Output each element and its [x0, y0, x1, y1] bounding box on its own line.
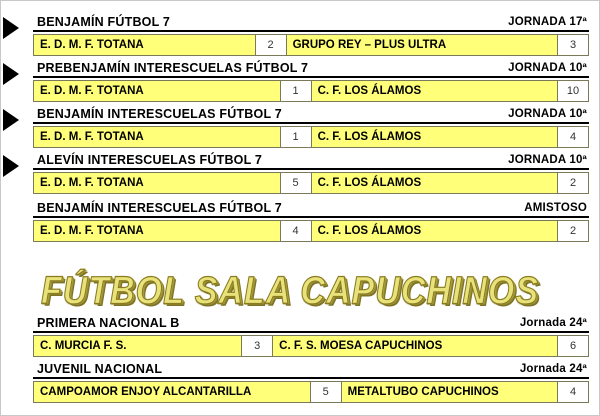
competition-title: BENJAMÍN INTERESCUELAS FÚTBOL 7: [37, 107, 282, 121]
away-score: 2: [558, 173, 588, 193]
competition-block: [33, 316, 589, 357]
away-score: 10: [558, 81, 588, 101]
competition-header: [33, 362, 589, 379]
section-banner: FÚTBOL SALA CAPUCHINOS: [41, 269, 539, 313]
home-score: 3: [242, 336, 273, 356]
away-score: 3: [558, 35, 588, 55]
competition-block: [33, 201, 589, 242]
competition-round: Jornada 24ª: [519, 317, 587, 329]
competition-round: AMISTOSO: [524, 202, 587, 214]
home-score: 2: [256, 35, 287, 55]
away-team: C. F. S. MOESA CAPUCHINOS: [273, 336, 558, 356]
match-row: [33, 172, 589, 194]
competition-header: [33, 201, 589, 218]
competition-round: JORNADA 10ª: [508, 62, 587, 74]
match-row: [33, 335, 589, 357]
away-team: METALTUBO CAPUCHINOS: [342, 382, 558, 402]
competition-block: [33, 15, 589, 56]
home-team: CAMPOAMOR ENJOY ALCANTARILLA: [34, 382, 311, 402]
pointer-arrow-4: [1, 155, 27, 181]
away-score: 2: [558, 221, 588, 241]
home-score: 5: [311, 382, 342, 402]
away-team: C. F. LOS ÁLAMOS: [312, 81, 558, 101]
away-score: 4: [558, 127, 588, 147]
home-score: 1: [281, 127, 312, 147]
competition-title: PREBENJAMÍN INTERESCUELAS FÚTBOL 7: [37, 61, 309, 75]
competition-header: [33, 153, 589, 170]
home-score: 4: [281, 221, 312, 241]
match-row: [33, 34, 589, 56]
away-team: C. F. LOS ÁLAMOS: [312, 173, 558, 193]
competition-header: [33, 15, 589, 32]
pointer-arrow-3: [1, 109, 27, 135]
competition-block: [33, 61, 589, 102]
competition-round: JORNADA 10ª: [508, 154, 587, 166]
pointer-arrow-2: [1, 63, 27, 89]
away-team: GRUPO REY – PLUS ULTRA: [287, 35, 558, 55]
competition-title: BENJAMÍN INTERESCUELAS FÚTBOL 7: [37, 201, 282, 215]
competition-block: [33, 153, 589, 194]
competition-round: JORNADA 10ª: [508, 108, 587, 120]
competition-block: [33, 362, 589, 403]
competition-header: [33, 316, 589, 333]
home-score: 1: [281, 81, 312, 101]
match-row: [33, 80, 589, 102]
home-team: E. D. M. F. TOTANA: [34, 173, 281, 193]
away-team: C. F. LOS ÁLAMOS: [312, 221, 558, 241]
home-team: E. D. M. F. TOTANA: [34, 81, 281, 101]
match-row: [33, 381, 589, 403]
away-score: 6: [558, 336, 588, 356]
competition-title: PRIMERA NACIONAL B: [37, 316, 180, 330]
home-team: E. D. M. F. TOTANA: [34, 221, 281, 241]
competition-title: JUVENIL NACIONAL: [37, 362, 163, 376]
away-team: C. F. LOS ÁLAMOS: [312, 127, 558, 147]
match-row: [33, 126, 589, 148]
match-row: [33, 220, 589, 242]
competition-round: JORNADA 17ª: [508, 16, 587, 28]
competition-title: BENJAMÍN FÚTBOL 7: [37, 15, 171, 29]
competition-title: ALEVÍN INTERESCUELAS FÚTBOL 7: [37, 153, 263, 167]
home-team: E. D. M. F. TOTANA: [34, 127, 281, 147]
pointer-arrow-1: [1, 17, 27, 43]
competition-block: [33, 107, 589, 148]
home-score: 5: [281, 173, 312, 193]
competition-header: [33, 61, 589, 78]
home-team: E. D. M. F. TOTANA: [34, 35, 256, 55]
home-team: C. MURCIA F. S.: [34, 336, 242, 356]
away-score: 4: [558, 382, 588, 402]
competition-header: [33, 107, 589, 124]
competition-round: Jornada 24ª: [519, 363, 587, 375]
